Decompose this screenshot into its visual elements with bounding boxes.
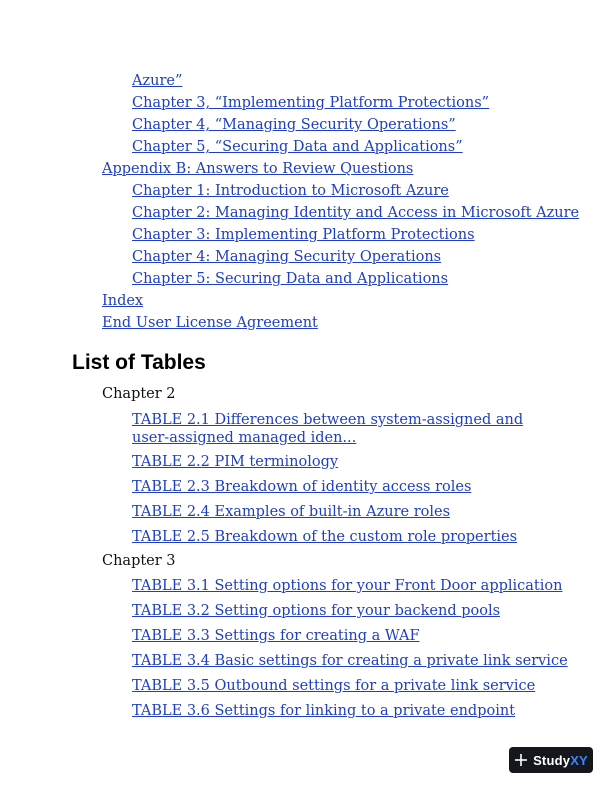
- toc-link-chapter5-review[interactable]: Chapter 5, “Securing Data and Applications”: [132, 139, 463, 155]
- table-link-2-2[interactable]: TABLE 2.2 PIM terminology: [132, 454, 339, 470]
- table-link-3-4[interactable]: TABLE 3.4 Basic settings for creating a private link service: [132, 653, 568, 669]
- chapter-3-label: Chapter 3: [102, 553, 176, 569]
- toc-link-answers-chapter2[interactable]: Chapter 2: Managing Identity and Access in Microsoft Azure: [132, 205, 580, 221]
- table-link-3-3[interactable]: TABLE 3.3 Settings for creating a WAF: [132, 628, 420, 644]
- table-link-3-2[interactable]: TABLE 3.2 Setting options for your backend pools: [132, 603, 501, 619]
- brand-main-text: Study: [533, 752, 571, 768]
- plus-icon: [514, 753, 528, 767]
- toc-link-chapter4-review[interactable]: Chapter 4, “Managing Security Operations”: [132, 117, 456, 133]
- studyxy-logo-text: [533, 753, 588, 768]
- table-link-3-5[interactable]: TABLE 3.5 Outbound settings for a private link service: [132, 678, 536, 694]
- chapter-2-label: Chapter 2: [102, 386, 176, 402]
- toc-link-answers-chapter1[interactable]: Chapter 1: Introduction to Microsoft Azure: [132, 183, 449, 199]
- toc-link-azure-continuation[interactable]: Azure”: [132, 73, 183, 89]
- table-link-2-1[interactable]: TABLE 2.1 Differences between system-assigned and user-assigned managed iden...: [132, 412, 524, 446]
- studyxy-badge[interactable]: [509, 747, 593, 773]
- brand-accent-text: XY: [570, 752, 588, 768]
- toc-link-answers-chapter5[interactable]: Chapter 5: Securing Data and Applications: [132, 271, 449, 287]
- toc-link-answers-chapter3[interactable]: Chapter 3: Implementing Platform Protections: [132, 227, 475, 243]
- toc-link-answers-chapter4[interactable]: Chapter 4: Managing Security Operations: [132, 249, 442, 265]
- table-link-3-6[interactable]: TABLE 3.6 Settings for linking to a private endpoint: [132, 703, 516, 719]
- toc-link-index[interactable]: Index: [102, 293, 144, 309]
- table-link-3-1[interactable]: TABLE 3.1 Setting options for your Front Door application: [132, 578, 563, 594]
- table-link-2-3[interactable]: TABLE 2.3 Breakdown of identity access roles: [132, 479, 472, 495]
- toc-link-chapter3-review[interactable]: Chapter 3, “Implementing Platform Protections”: [132, 95, 490, 111]
- table-link-2-5[interactable]: TABLE 2.5 Breakdown of the custom role properties: [132, 529, 518, 545]
- list-of-tables-heading: List of Tables: [72, 351, 206, 374]
- toc-link-appendix-b[interactable]: Appendix B: Answers to Review Questions: [102, 161, 414, 177]
- table-link-2-4[interactable]: TABLE 2.4 Examples of built-in Azure roles: [132, 504, 451, 520]
- toc-link-eula[interactable]: End User License Agreement: [102, 315, 318, 331]
